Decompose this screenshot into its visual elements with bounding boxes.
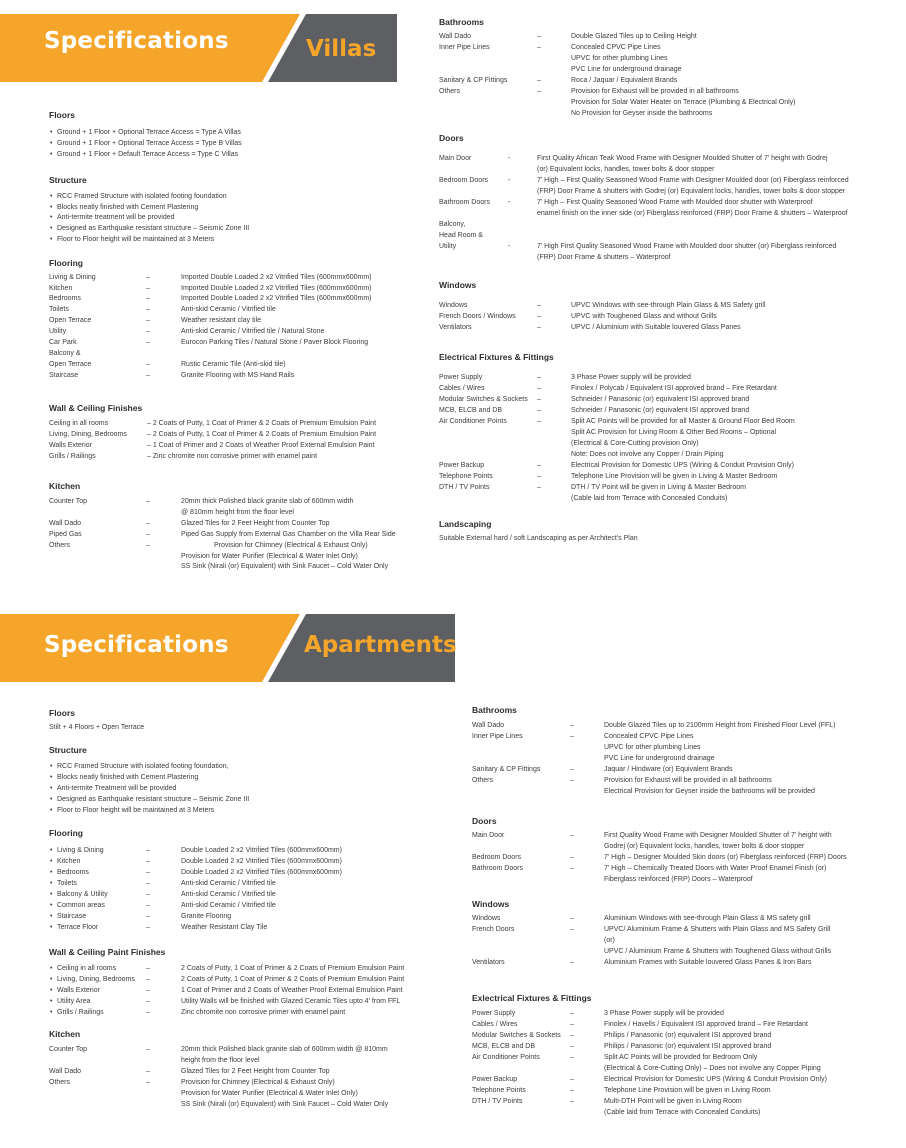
- row-dash: –: [570, 1043, 574, 1050]
- row-value: No Provision for Geyser inside the bathrooms: [571, 110, 713, 117]
- row-value: Philips / Panasonic (or) equivalent ISI approved brand: [604, 1043, 772, 1050]
- row-label: Others: [472, 777, 494, 784]
- row-value: Granite Flooring: [181, 913, 232, 920]
- row-label: Ventilators: [472, 959, 505, 966]
- row-dash: –: [146, 1046, 150, 1053]
- row-label: Staircase: [49, 372, 79, 379]
- row-dash: –: [537, 407, 541, 414]
- row-value: First Quality Wood Frame with Designer Moulded Shutter of 7' height with: [604, 832, 832, 839]
- row-dash: –: [146, 913, 150, 920]
- row-dash: –: [146, 285, 150, 292]
- row-dash: –: [146, 542, 150, 549]
- apartments-floors-heading: Floors: [49, 708, 75, 718]
- row-value: Imported Double Loaded 2 x2 Vitrified Tiles (600mmx600mm): [181, 285, 372, 292]
- villas-landscaping-heading: Landscaping: [439, 519, 492, 529]
- row-dash: –: [570, 926, 574, 933]
- row-value: Anti-skid Ceramic / Vitrified tile / Natural Stone: [181, 328, 325, 335]
- list-item: • Designed as Earthquake resistant structure – Seismic Zone III: [57, 224, 249, 235]
- row-label: Wall Dado: [49, 1068, 82, 1075]
- row-dash: –: [537, 484, 541, 491]
- row-value: 1 Coat of Primer and 2 Coats of Weather Proof External Emulsion Paint: [181, 987, 403, 994]
- apartments-structure-heading: Structure: [49, 745, 87, 755]
- row-label: Open Terrace: [49, 361, 92, 368]
- row-value: @ 810mm height from the floor level: [181, 509, 294, 516]
- row-value: Double Glazed Tiles up to Ceiling Height: [571, 33, 697, 40]
- row-value: Imported Double Loaded 2 x2 Vitrified Tiles (600mmx600mm): [181, 274, 372, 281]
- row-label: • Walls Exterior: [57, 986, 100, 997]
- row-dash: –: [146, 965, 150, 972]
- row-value: Utility Walls will be finished with Glazed Ceramic Tiles upto 4' from FFL: [181, 998, 401, 1005]
- row-dash: –: [537, 33, 541, 40]
- row-value: 7' High – Chemically Treated Doors with Water Proof Enamel Finish (or): [604, 865, 827, 872]
- row-value: Multi-DTH Point will be given in Living Room: [604, 1098, 742, 1105]
- row-value: UPVC / Aluminium with Suitable louvered Glass Panes: [571, 324, 741, 331]
- row-dash: –: [570, 722, 574, 729]
- list-item: • Ground + 1 Floor + Optional Terrace Access = Type B Villas: [57, 139, 242, 150]
- row-dash: -: [508, 155, 511, 162]
- row-value: Imported Double Loaded 2 x2 Vitrified Tiles (600mmx600mm): [181, 295, 372, 302]
- apartments-kitchen-heading: Kitchen: [49, 1029, 81, 1039]
- row-value: Weather Resistant Clay Tile: [181, 924, 268, 931]
- row-label: • Utility Area: [57, 997, 90, 1008]
- row-label: Air Conditioner Points: [439, 418, 507, 425]
- row-value: First Quality African Teak Wood Frame with Designer Moulded Shutter of 7' height with Godrej: [537, 155, 828, 162]
- row-label: Inner Pipe Lines: [472, 733, 523, 740]
- row-label: Bathroom Doors: [472, 865, 523, 872]
- row-dash: –: [570, 1087, 574, 1094]
- row-label: MCB, ELCB and DB: [472, 1043, 536, 1050]
- row-value: (FRP) Door Frame & shutters with Godrej (or) Equivalent locks, handles, tower bolts & door stopper: [537, 188, 846, 195]
- row-label: Main Door: [472, 832, 505, 839]
- list-item: • Blocks neatly finished with Cement Plastering: [57, 773, 198, 784]
- row-label: Air Conditioner Points: [472, 1054, 540, 1061]
- list-item: • RCC Framed Structure with isolated footing foundation,: [57, 762, 229, 773]
- row-value: (or): [604, 937, 615, 944]
- row-value: 20mm thick Polished black granite slab of 600mm width: [181, 498, 354, 505]
- row-label: Others: [49, 1079, 71, 1086]
- row-label: French Doors / Windows: [439, 313, 516, 320]
- row-label: Others: [439, 88, 461, 95]
- row-label: Utility: [439, 243, 457, 250]
- row-dash: –: [537, 462, 541, 469]
- row-value: 2 Coats of Putty, 1 Coat of Primer & 2 Coats of Premium Emulsion Paint: [181, 976, 405, 983]
- row-value: 3 Phase Power supply will be provided: [604, 1010, 724, 1017]
- row-dash: –: [146, 1009, 150, 1016]
- row-value: (Cable laid from Terrace with Concealed Conduits): [571, 495, 728, 502]
- row-value: Split AC Points will be provided for Bedroom Only: [604, 1054, 758, 1061]
- row-label: • Terrace Floor: [57, 923, 98, 934]
- row-value: Zinc chromite non corrosive primer with enamel paint: [181, 1009, 346, 1016]
- row-label: • Staircase: [57, 912, 86, 923]
- row-value: Provision for Chimney (Electrical & Exhaust Only): [214, 542, 368, 549]
- landscaping-text: Suitable External hard / soft Landscaping as per Architect's Plan: [439, 535, 638, 542]
- row-value: (FRP) Door Frame & shutters – Waterproof: [537, 254, 671, 261]
- row-value: Piped Gas Supply from External Gas Chamber on the Villa Rear Side: [181, 531, 396, 538]
- apartments-bathrooms-heading: Bathrooms: [472, 705, 517, 715]
- row-label: Car Park: [49, 339, 77, 346]
- villas-banner-title: Specifications: [44, 28, 229, 54]
- row-label: Piped Gas: [49, 531, 82, 538]
- row-value: SS Sink (Nirali (or) Equivalent) with Sink Faucet – Cold Water Only: [181, 563, 389, 570]
- row-dash: –: [146, 328, 150, 335]
- apartments-electrical-heading: Exlectrical Fixtures & Fittings: [472, 993, 592, 1003]
- row-value: Philips / Panasonic (or) equivalent ISI approved brand: [604, 1032, 772, 1039]
- floors-text: Stilt + 4 Floors + Open Terrace: [49, 724, 145, 731]
- row-label: Others: [49, 542, 71, 549]
- row-value: Double Loaded 2 x2 Vitrified Tiles (600mmx600mm): [181, 858, 342, 865]
- row-label: Grills / Railings: [49, 453, 96, 460]
- row-dash: –: [570, 1054, 574, 1061]
- row-label: • Living & Dining: [57, 846, 104, 857]
- row-value: Eurocon Parking Tiles / Natural Stone / Paver Block Flooring: [181, 339, 369, 346]
- row-value: Aluminium Frames with Suitable louvered Glass Panes & Iron Bars: [604, 959, 812, 966]
- list-item: • Designed as Earthquake resistant structure – Seismic Zone III: [57, 795, 249, 806]
- row-label: • Common areas: [57, 901, 105, 912]
- row-value: Godrej (or) Equivalent locks, handles, tower bolts & door stopper: [604, 843, 805, 850]
- row-dash: –: [146, 998, 150, 1005]
- row-value: – 1 Coat of Primer and 2 Coats of Weather Proof External Emulsion Paint: [147, 442, 375, 449]
- row-label: Windows: [439, 302, 468, 309]
- row-value: Provision for Exhaust will be provided in all bathrooms: [571, 88, 739, 95]
- row-label: • Ceiling in all rooms: [57, 964, 116, 975]
- row-dash: –: [537, 313, 541, 320]
- row-dash: –: [537, 44, 541, 51]
- row-label: Power Supply: [472, 1010, 516, 1017]
- row-label: Toilets: [49, 306, 69, 313]
- row-dash: –: [570, 1076, 574, 1083]
- row-label: • Bedrooms: [57, 868, 89, 879]
- row-value: Weather resistant clay tile: [181, 317, 262, 324]
- villas-bathrooms-heading: Bathrooms: [439, 17, 484, 27]
- villas-windows-heading: Windows: [439, 280, 477, 290]
- row-label: Cables / Wires: [472, 1021, 518, 1028]
- row-label: • Toilets: [57, 879, 77, 890]
- row-value: 7' High – First Quality Seasoned Wood Frame with Moulded door shutter with Waterproof: [537, 199, 813, 206]
- row-dash: –: [146, 987, 150, 994]
- row-value: Rustic Ceramic Tile (Anti-skid tile): [181, 361, 286, 368]
- row-value: Anti-skid Ceramic / Vitrified tile: [181, 880, 276, 887]
- list-item: • Floor to Floor height will be maintained at 3 Meters: [57, 235, 214, 246]
- row-value: Concealed CPVC Pipe Lines: [604, 733, 694, 740]
- row-label: Balcony,: [439, 221, 466, 228]
- row-dash: –: [146, 902, 150, 909]
- row-value: Note: Does not involve any Copper / Drain Piping: [571, 451, 724, 458]
- row-dash: –: [146, 891, 150, 898]
- row-dash: –: [537, 324, 541, 331]
- row-value: DTH / TV Point will be given in Living & Master Bedroom: [571, 484, 746, 491]
- row-value: Split AC Provision for Living Room & Other Bed Rooms – Optional: [571, 429, 777, 436]
- row-dash: –: [146, 869, 150, 876]
- row-label: Bedroom Doors: [472, 854, 522, 861]
- row-label: Head Room &: [439, 232, 483, 239]
- row-value: Electrical Provision for Domestic UPS (Wiring & Conduit Provision Only): [604, 1076, 827, 1083]
- row-value: Provision for Water Purifier (Electrical & Water Inlet Only): [181, 1090, 358, 1097]
- list-item: • Ground + 1 Floor + Default Terrace Access = Type C Villas: [57, 150, 238, 161]
- row-label: Modular Switches & Sockets: [439, 396, 528, 403]
- row-value: Finolex / Polycab / Equivalent ISI approved brand – Fire Retardant: [571, 385, 777, 392]
- row-value: 7' High – Designer Moulded Skin doors (or) Fiberglass reinforced (FRP) Doors: [604, 854, 847, 861]
- row-label: Counter Top: [49, 1046, 88, 1053]
- row-label: Wall Dado: [49, 520, 82, 527]
- row-value: Schneider / Panasonic (or) equivalent ISI approved brand: [571, 396, 750, 403]
- row-value: Schneider / Panasonic (or) equivalent ISI approved brand: [571, 407, 750, 414]
- row-label: Wall Dado: [439, 33, 472, 40]
- row-dash: –: [146, 924, 150, 931]
- row-label: Open Terrace: [49, 317, 92, 324]
- list-item: • Anti-termite Treatment will be provided: [57, 784, 176, 795]
- apartments-banner-subtitle: Apartments: [304, 632, 457, 658]
- row-dash: –: [537, 396, 541, 403]
- row-dash: –: [146, 295, 150, 302]
- row-value: Provision for Solar Water Heater on Terrace (Plumbing & Electrical Only): [571, 99, 796, 106]
- row-value: Electrical Provision for Geyser inside the bathrooms will be provided: [604, 788, 815, 795]
- row-value: 7' High – First Quality Seasoned Wood Frame with Designer Moulded door (or) Fiberglass reinforced: [537, 177, 849, 184]
- row-label: Wall Dado: [472, 722, 505, 729]
- row-dash: –: [146, 317, 150, 324]
- row-dash: -: [508, 177, 511, 184]
- row-dash: –: [570, 1098, 574, 1105]
- row-label: Bathroom Doors: [439, 199, 490, 206]
- row-label: Ceiling in all rooms: [49, 420, 109, 427]
- row-dash: –: [570, 766, 574, 773]
- row-label: Telephone Points: [439, 473, 493, 480]
- villas-electrical-heading: Electrical Fixtures & Fittings: [439, 352, 554, 362]
- row-label: Power Supply: [439, 374, 483, 381]
- row-value: (or) Equivalent locks, handles, tower bolts & door stopper: [537, 166, 715, 173]
- row-value: Granite Flooring with MS Hand Rails: [181, 372, 295, 379]
- row-value: 7' High First Quality Seasoned Wood Frame with Moulded door shutter (or) Fiberglass reinforced: [537, 243, 837, 250]
- row-dash: –: [146, 361, 150, 368]
- row-label: DTH / TV Points: [439, 484, 490, 491]
- row-label: Inner Pipe Lines: [439, 44, 490, 51]
- row-label: MCB, ELCB and DB: [439, 407, 503, 414]
- row-label: Power Backup: [472, 1076, 518, 1083]
- row-label: Bedrooms: [49, 295, 81, 302]
- row-dash: –: [537, 418, 541, 425]
- row-dash: –: [146, 1079, 150, 1086]
- row-value: 2 Coats of Putty, 1 Coat of Primer & 2 Coats of Premium Emulsion Paint: [181, 965, 405, 972]
- row-value: enamel finish on the inner side (or) Fiberglass reinforced (FRP) Door Frame & shutters – Waterproof: [537, 210, 848, 217]
- row-label: Power Backup: [439, 462, 485, 469]
- row-dash: –: [146, 372, 150, 379]
- row-value: Anti-skid Ceramic / Vitrified tile: [181, 306, 276, 313]
- row-dash: –: [537, 385, 541, 392]
- row-label: Ventilators: [439, 324, 472, 331]
- row-dash: –: [146, 880, 150, 887]
- row-dash: –: [537, 88, 541, 95]
- row-label: DTH / TV Points: [472, 1098, 523, 1105]
- row-value: UPVC for other plumbing Lines: [604, 744, 701, 751]
- villas-flooring-heading: Flooring: [49, 258, 83, 268]
- row-value: (Cable laid from Terrace with Concealed Conduits): [604, 1109, 761, 1116]
- apartments-banner: [0, 614, 455, 682]
- row-dash: –: [146, 339, 150, 346]
- villas-floors-heading: Floors: [49, 110, 75, 120]
- row-dash: –: [146, 498, 150, 505]
- row-label: Counter Top: [49, 498, 88, 505]
- row-dash: –: [146, 274, 150, 281]
- row-label: Balcony &: [49, 350, 81, 357]
- row-dash: –: [570, 959, 574, 966]
- row-value: UPVC with Toughened Glass and without Grills: [571, 313, 717, 320]
- row-value: UPVC/ Aluminium Frame & Shutters with Plain Glass and MS Safety Grill: [604, 926, 831, 933]
- row-value: UPVC for other plumbing Lines: [571, 55, 668, 62]
- row-dash: –: [146, 858, 150, 865]
- row-value: Provision for Chimney (Electrical & Exhaust Only): [181, 1079, 335, 1086]
- row-value: Glazed Tiles for 2 Feet Height from Counter Top: [181, 1068, 330, 1075]
- row-label: Utility: [49, 328, 67, 335]
- row-value: – 2 Coats of Putty, 1 Coat of Primer & 2 Coats of Premium Emulsion Paint: [147, 431, 377, 438]
- row-label: Main Door: [439, 155, 472, 162]
- row-label: • Kitchen: [57, 857, 80, 868]
- list-item: • Blocks neatly finished with Cement Plastering: [57, 203, 198, 214]
- row-dash: –: [146, 531, 150, 538]
- row-dash: –: [570, 854, 574, 861]
- row-value: Provision for Water Purifier (Electrical & Water Inlet Only): [181, 553, 358, 560]
- row-label: Living, Dining, Bedrooms: [49, 431, 127, 438]
- apartments-walls-heading: Wall & Ceiling Paint Finishes: [49, 947, 166, 957]
- row-value: Fiberglass reinforced (FRP) Doors – Waterproof: [604, 876, 753, 883]
- apartments-banner-title: Specifications: [44, 632, 229, 658]
- row-value: PVC Line for underground drainage: [571, 66, 682, 73]
- row-dash: –: [146, 847, 150, 854]
- row-dash: -: [508, 243, 511, 250]
- row-label: Sanitary & CP Fittings: [472, 766, 541, 773]
- row-dash: –: [570, 777, 574, 784]
- row-label: • Living, Dining, Bedrooms: [57, 975, 135, 986]
- row-value: Concealed CPVC Pipe Lines: [571, 44, 661, 51]
- row-value: Aluminium Windows with see-through Plain Glass & MS safety grill: [604, 915, 811, 922]
- row-label: Sanitary & CP Fittings: [439, 77, 508, 84]
- row-value: UPVC Windows with see-through Plain Glass & MS Safety grill: [571, 302, 766, 309]
- row-value: (Electrical & Core-Cutting provision Only): [571, 440, 699, 447]
- row-value: Finolex / Havells / Equivalent ISI approved brand – Fire Retardant: [604, 1021, 808, 1028]
- row-dash: –: [570, 915, 574, 922]
- row-value: 3 Phase Power supply will be provided: [571, 374, 691, 381]
- row-value: Electrical Provision for Domestic UPS (Wiring & Conduit Provision Only): [571, 462, 794, 469]
- list-item: • Floor to Floor height will be maintained at 3 Meters: [57, 806, 214, 817]
- apartments-flooring-heading: Flooring: [49, 828, 83, 838]
- row-value: Anti-skid Ceramic / Vitrified tile: [181, 902, 276, 909]
- row-label: Telephone Points: [472, 1087, 526, 1094]
- row-dash: -: [508, 199, 511, 206]
- row-dash: –: [570, 1010, 574, 1017]
- villas-kitchen-heading: Kitchen: [49, 481, 81, 491]
- row-dash: –: [146, 306, 150, 313]
- row-label: • Grills / Railings: [57, 1008, 104, 1019]
- row-dash: –: [570, 865, 574, 872]
- row-value: Double Glazed Tiles up to 2100mm Height from Finished Floor Level (FFL): [604, 722, 836, 729]
- row-dash: –: [570, 1021, 574, 1028]
- row-value: Roca / Jaquar / Equivalent Brands: [571, 77, 678, 84]
- row-dash: –: [537, 374, 541, 381]
- row-value: (Electrical & Core-Cutting Only) – Does not involve any Copper Piping: [604, 1065, 821, 1072]
- row-label: Modular Switches & Sockets: [472, 1032, 561, 1039]
- villas-structure-heading: Structure: [49, 175, 87, 185]
- row-label: • Balcony & Utility: [57, 890, 108, 901]
- row-dash: –: [570, 832, 574, 839]
- row-label: Bedroom Doors: [439, 177, 489, 184]
- apartments-doors-heading: Doors: [472, 816, 497, 826]
- row-value: Telephone Line Provision will be given in Living & Master Bedroom: [571, 473, 778, 480]
- list-item: • Anti-termite treatment will be provided: [57, 213, 175, 224]
- row-value: Double Loaded 2 x2 Vitrified Tiles (600mmx600mm): [181, 847, 342, 854]
- row-value: – 2 Coats of Putty, 1 Coat of Primer & 2 Coats of Premium Emulsion Paint: [147, 420, 377, 427]
- row-label: Walls Exterior: [49, 442, 92, 449]
- row-label: Cables / Wires: [439, 385, 485, 392]
- row-value: Anti-skid Ceramic / Vitrified tile: [181, 891, 276, 898]
- villas-banner-subtitle: Villas: [306, 36, 377, 62]
- row-value: SS Sink (Nirali (or) Equivalent) with Sink Faucet – Cold Water Only: [181, 1101, 389, 1108]
- villas-banner: [0, 14, 455, 82]
- row-dash: –: [570, 1032, 574, 1039]
- row-value: UPVC / Aluminium Frame & Shutters with Toughened Glass without Grills: [604, 948, 832, 955]
- row-value: Glazed Tiles for 2 Feet Height from Counter Top: [181, 520, 330, 527]
- villas-doors-heading: Doors: [439, 133, 464, 143]
- row-value: Split AC Points will be provided for all Master & Ground Floor Bed Room: [571, 418, 795, 425]
- row-label: Living & Dining: [49, 274, 96, 281]
- row-dash: –: [537, 473, 541, 480]
- row-dash: –: [146, 520, 150, 527]
- row-label: Kitchen: [49, 285, 73, 292]
- row-value: Double Loaded 2 x2 Vitrified Tiles (600mmx600mm): [181, 869, 342, 876]
- row-value: Telephone Line Provision will be given in Living Room: [604, 1087, 771, 1094]
- row-label: French Doors: [472, 926, 515, 933]
- villas-walls-heading: Wall & Ceiling Finishes: [49, 403, 143, 413]
- row-value: – Zinc chromite non corrosive primer with enamel paint: [147, 453, 318, 460]
- row-dash: –: [570, 733, 574, 740]
- row-value: PVC Line for underground drainage: [604, 755, 715, 762]
- list-item: • RCC Framed Structure with isolated footing foundation: [57, 192, 227, 203]
- list-item: • Ground + 1 Floor + Optional Terrace Access = Type A Villas: [57, 128, 241, 139]
- row-dash: –: [146, 1068, 150, 1075]
- row-dash: –: [537, 302, 541, 309]
- row-value: 20mm thick Polished black granite slab of 600mm width @ 810mm: [181, 1046, 388, 1053]
- row-dash: –: [146, 976, 150, 983]
- row-value: Provision for Exhaust will be provided in all bathrooms: [604, 777, 772, 784]
- apartments-windows-heading: Windows: [472, 899, 510, 909]
- row-value: height from the floor level: [181, 1057, 260, 1064]
- row-value: Jaquar / Hindware (or) Equivalent Brands: [604, 766, 733, 773]
- row-label: Windows: [472, 915, 501, 922]
- row-dash: –: [537, 77, 541, 84]
